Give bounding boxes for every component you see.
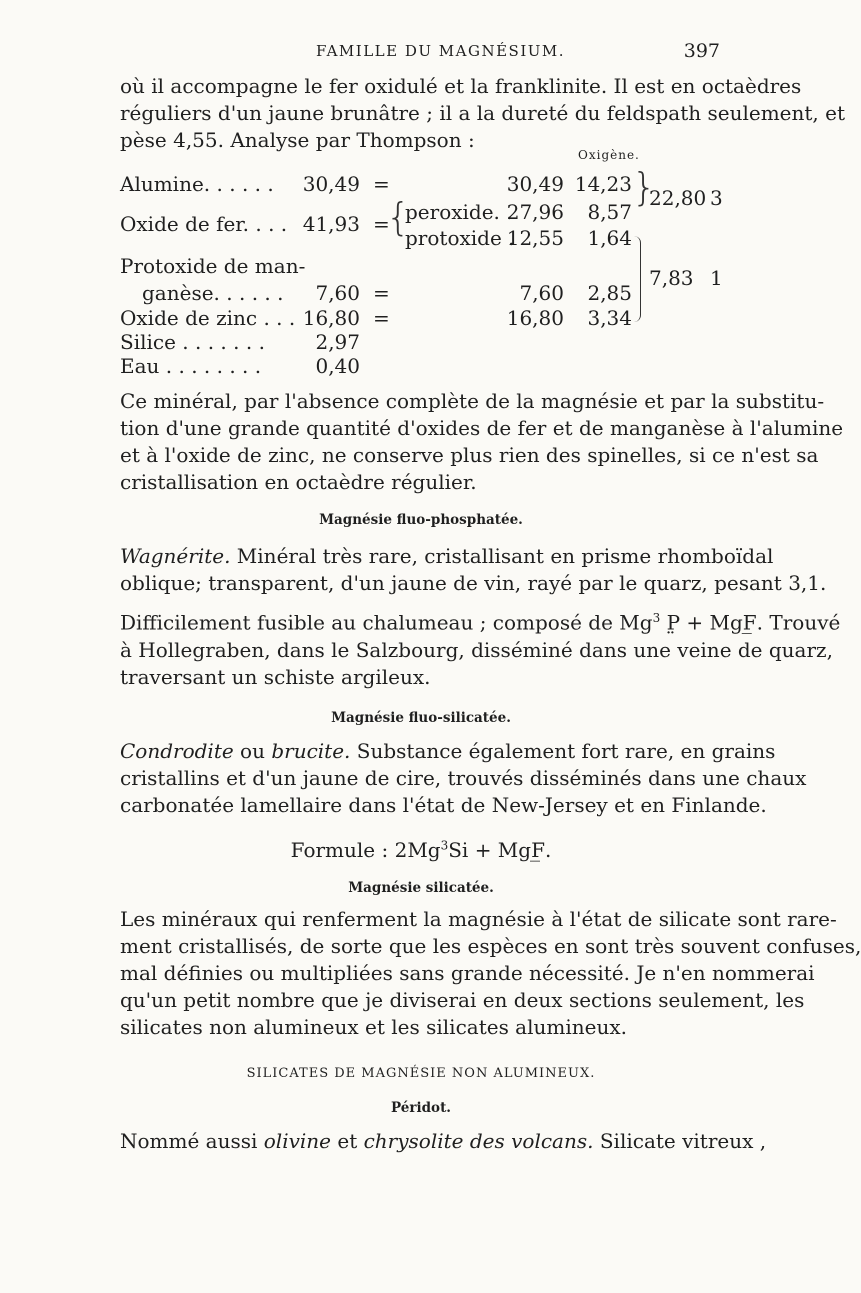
text-line: cristallisation en octaèdre régulier. [120, 470, 477, 494]
text-line: cristallins et d'un jaune de cire, trouvés disséminés dans une chaux [120, 766, 807, 790]
text-line: silicates non alumineux et les silicates alumineux. [120, 1015, 627, 1039]
mineral-name: olivine [263, 1129, 331, 1153]
row-equals: = [373, 212, 390, 236]
wagnerite-paragraph [120, 543, 841, 691]
formula-text: Si + MgF̲. [448, 838, 552, 862]
text-line: carbonatée lamellaire dans l'état de New-Jersey et en Finlande. [120, 793, 767, 817]
text-line [120, 1128, 767, 1155]
text-line: oblique; transparent, d'un jaune de vin, rayé par le quarz, pesant 3,1. [120, 571, 827, 595]
group-sum: 7,83 [649, 266, 694, 290]
row-name: Alumine. . . . . . [120, 172, 274, 196]
superscript: 3 [652, 611, 661, 625]
row-oxygen: 14,23 [574, 172, 632, 196]
text-span: Difficilement fusible au chalumeau ; composé de Mg [120, 610, 653, 635]
formula-line [120, 838, 722, 862]
text-span: P̤ + MgF̲. Trouvé [660, 610, 841, 635]
text-line: mal définies ou multipliées sans grande nécessité. Je n'en nommerai [120, 961, 815, 985]
row-value2: 16,80 [506, 306, 564, 330]
row-oxygen: 8,57 [587, 200, 632, 224]
text-line: qu'un petit nombre que je diviserai en deux sections seulement, les [120, 988, 805, 1012]
text-line: réguliers d'un jaune brunâtre ; il a la dureté du feldspath seulement, et [120, 101, 846, 125]
text-span: Nommé aussi [120, 1129, 264, 1153]
superscript: 3 [440, 838, 449, 853]
row-name: Eau . . . . . . . . [120, 354, 262, 378]
row-name: ganèse. . . . . . [142, 281, 284, 305]
row-name: Silice . . . . . . . [120, 330, 265, 354]
oxygen-header: Oxigène. [578, 148, 640, 162]
row-oxygen: 2,85 [587, 281, 632, 305]
row-value2: 27,96 [506, 200, 564, 224]
text-line: tion d'une grande quantité d'oxides de fer et de manganèse à l'alumine [120, 416, 844, 440]
running-head [120, 40, 720, 70]
row-value: 16,80 [302, 306, 360, 330]
analysis-table [120, 140, 730, 380]
text-line: ment cristallisés, de sorte que les espèces en sont très souvent confuses, [120, 934, 861, 958]
row-detail: peroxide. . [405, 200, 513, 224]
text-span: Substance également fort rare, en grains [350, 739, 776, 763]
text-span: Minéral très rare, cristallisant en prisme rhomboïdal [230, 544, 774, 568]
spinel-paragraph [120, 388, 844, 496]
text-line: pèse 4,55. Analyse par Thompson : [120, 128, 475, 152]
text-span: Silicate vitreux , [593, 1129, 767, 1153]
section-heading: Magnésie fluo-silicatée. [331, 710, 511, 726]
formula-text: Formule : 2Mg [290, 838, 441, 862]
row-value2: 30,49 [506, 172, 564, 196]
row-value2: 7,60 [519, 281, 564, 305]
running-title: FAMILLE DU MAGNÉSIUM. [316, 42, 566, 60]
page-number: 397 [683, 40, 720, 62]
row-value: 0,40 [315, 354, 360, 378]
row-name: Protoxide de man- [120, 254, 306, 278]
mineral-name: brucite. [271, 739, 351, 763]
brace-right: } [632, 165, 657, 209]
mineral-name: Wagnérite. [120, 544, 231, 568]
group-sum: 22,80 [649, 186, 707, 210]
section-heading: Magnésie silicatée. [348, 880, 494, 896]
text-line: où il accompagne le fer oxidulé et la franklinite. Il est en octaèdres [120, 74, 802, 98]
row-equals: = [373, 172, 390, 196]
text-span: et [331, 1129, 364, 1153]
mineral-name: chrysolite des volcans. [363, 1129, 594, 1153]
row-name: Oxide de zinc . . . [120, 306, 296, 330]
section-heading: SILICATES DE MAGNÉSIE NON ALUMINEUX. [246, 1066, 596, 1081]
mineral-name: Condrodite [120, 739, 234, 763]
text-line [120, 543, 774, 570]
row-value: 30,49 [302, 172, 360, 196]
row-value: 2,97 [315, 330, 360, 354]
text-line: traversant un schiste argileux. [120, 664, 431, 689]
section-heading: Péridot. [391, 1100, 451, 1116]
row-oxygen: 3,34 [587, 306, 632, 330]
silicates-paragraph [120, 906, 861, 1041]
row-detail: protoxide . [405, 226, 515, 250]
brace-left: { [386, 195, 411, 239]
row-equals: = [373, 306, 390, 330]
text-line: à Hollegraben, dans le Salzbourg, disséminé dans une veine de quarz, [120, 637, 833, 662]
text-line [120, 738, 776, 765]
group-ratio: 1 [710, 266, 723, 290]
section-heading: Magnésie fluo-phosphatée. [319, 512, 523, 528]
row-value: 41,93 [302, 212, 360, 236]
group-ratio: 3 [710, 186, 723, 210]
peridot-paragraph [120, 1128, 767, 1155]
row-name: Oxide de fer. . . . [120, 212, 288, 236]
row-equals: = [373, 281, 390, 305]
condrodite-paragraph [120, 738, 807, 819]
text-line: Ce minéral, par l'absence complète de la magnésie et par la substitu- [120, 389, 825, 413]
brace-right-tall [634, 236, 641, 322]
text-line: Les minéraux qui renferment la magnésie à l'état de silicate sont rare- [120, 907, 837, 931]
row-oxygen: 1,64 [587, 226, 632, 250]
text-span: ou [233, 739, 272, 763]
text-line: et à l'oxide de zinc, ne conserve plus rien des spinelles, si ce n'est sa [120, 443, 819, 467]
row-value: 7,60 [315, 281, 360, 305]
row-value2: 12,55 [506, 226, 564, 250]
text-line [120, 605, 841, 637]
